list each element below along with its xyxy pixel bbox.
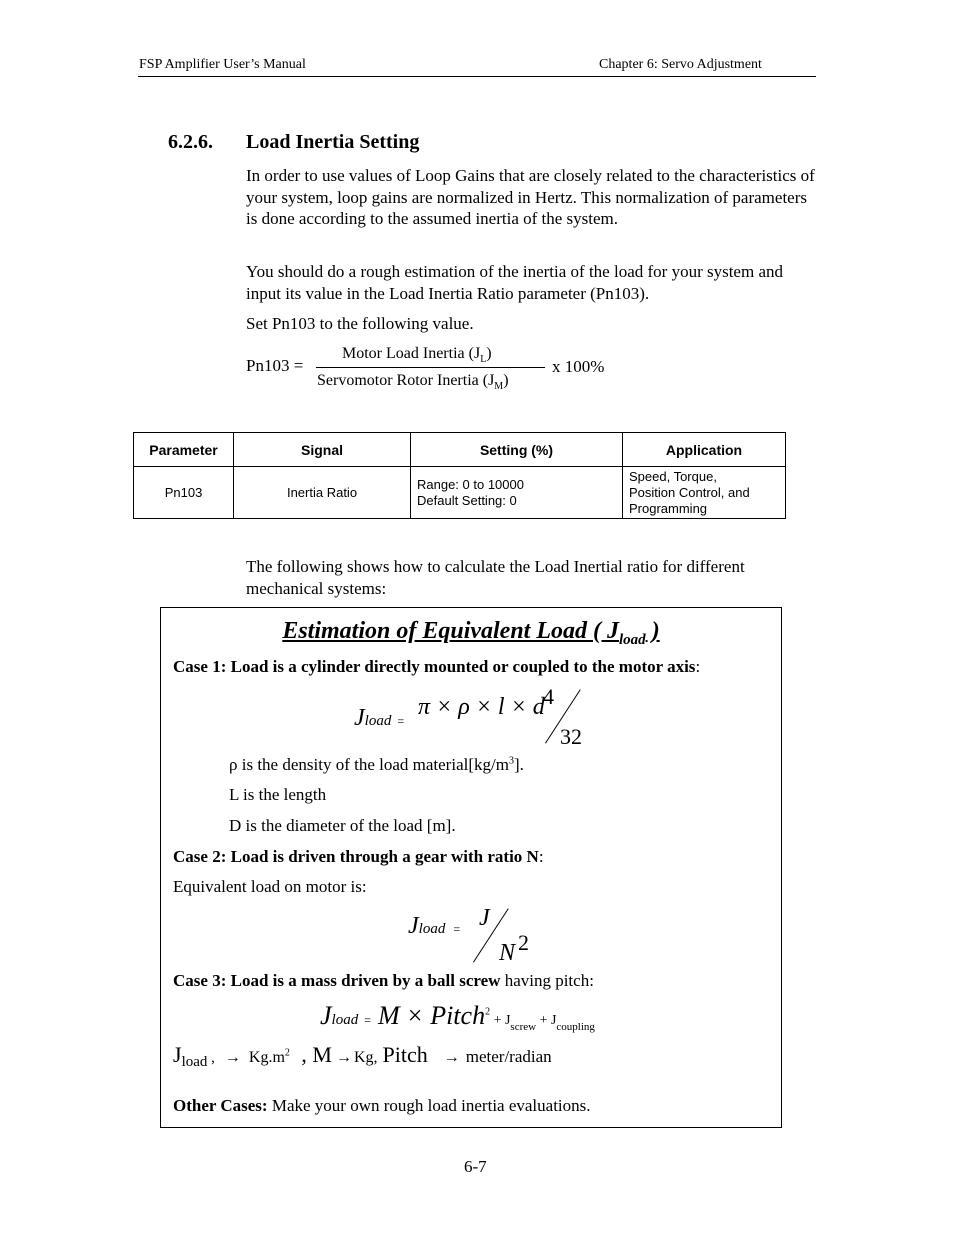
setting-default: Default Setting: 0: [417, 492, 517, 508]
header-chapter-title: Chapter 6: Servo Adjustment: [599, 57, 762, 72]
formula-lhs: Pn103 =: [246, 356, 304, 375]
case1-diameter-line: D is the diameter of the load [m].: [229, 816, 456, 835]
cell-application: [623, 467, 786, 519]
paragraph-loop-gains: In order to use values of Loop Gains that are closely related to the characteristics of your system, loop gains are normalized in Hertz. This normalization of parameters is done according to the assumed inertia of the system.: [246, 166, 815, 228]
col-header-signal: Signal: [234, 433, 411, 467]
cell-parameter: Pn103: [134, 467, 234, 519]
case2-denominator: N: [499, 940, 516, 966]
case1-label: Case 1: Load is a cylinder directly mounted or coupled to the motor axis:: [173, 657, 701, 676]
arrow-icon: →: [224, 1049, 241, 1066]
case2-line: Equivalent load on motor is:: [173, 877, 367, 896]
case1-denominator: 32: [560, 724, 582, 749]
case1-power: 4: [543, 684, 554, 709]
section-title: Load Inertia Setting: [246, 131, 420, 153]
cell-setting: [411, 467, 623, 519]
paragraph-set-pn103: Set Pn103 to the following value.: [246, 314, 474, 333]
header-rule: [138, 76, 816, 77]
case2-power: 2: [518, 930, 529, 955]
col-header-setting: Setting (%): [411, 433, 623, 467]
formula-numerator: Motor Load Inertia $(J_L)$: [342, 345, 492, 366]
header-manual-title: FSP Amplifier User’s Manual: [139, 57, 306, 72]
other-cases-line: Other Cases: Make your own rough load inertia evaluations.: [173, 1096, 591, 1115]
formula-fraction-bar: [316, 367, 545, 368]
paragraph-intro: The following shows how to calculate the Load Inertial ratio for different mechanical systems:: [246, 557, 745, 598]
case1-equation: Jload =: [354, 705, 405, 731]
table-row: [134, 467, 786, 519]
table-header-row: [134, 433, 786, 467]
formula-denominator: Servomotor Rotor Inertia $(J_M)$: [317, 372, 509, 393]
case1-rho-line: ρ is the density of the load $material[kg/m^3]$.: [229, 755, 524, 774]
case2-equation: Jload =: [408, 913, 461, 939]
box-title: Estimation of Equivalent Load ( $J_{load}$ ): [282, 618, 660, 648]
cell-signal: Inertia Ratio: [234, 467, 411, 519]
formula-suffix: x 100%: [552, 357, 605, 376]
section-number: 6.2.6.: [168, 131, 213, 153]
app-line-2: Position Control, and: [629, 484, 750, 500]
case3-units: $J_{load}$ , → $Kg.m^2$ , M → Kg, Pitch → meter/radian: [173, 1042, 552, 1071]
page-number: 6-7: [464, 1157, 487, 1176]
case1-length-line: L is the length: [229, 785, 327, 804]
app-line-1: Speed, Torque,: [629, 468, 717, 484]
case2-label: Case 2: Load is driven through a gear with ratio N:: [173, 847, 544, 866]
case3-label: Case 3: Load is a mass driven by a ball screw having pitch:: [173, 971, 594, 990]
col-header-parameter: Parameter: [134, 433, 234, 467]
case1-numerator: π × ρ × l × d: [418, 694, 545, 720]
parameter-table: [133, 432, 786, 519]
case3-equation: Jload = M × Pitch$^2$ + $J_{screw} + J_{coupling}$: [320, 1001, 595, 1034]
case2-numerator: J: [479, 905, 490, 931]
col-header-application: Application: [623, 433, 786, 467]
arrow-icon: →: [443, 1049, 460, 1066]
arrow-icon: →: [335, 1049, 352, 1066]
setting-range: Range: 0 to 10000: [417, 476, 524, 492]
paragraph-estimation: You should do a rough estimation of the inertia of the load for your system and input its value in the Load Inertia Ratio parameter (Pn103).: [246, 262, 783, 303]
app-line-3: Programming: [629, 500, 708, 516]
